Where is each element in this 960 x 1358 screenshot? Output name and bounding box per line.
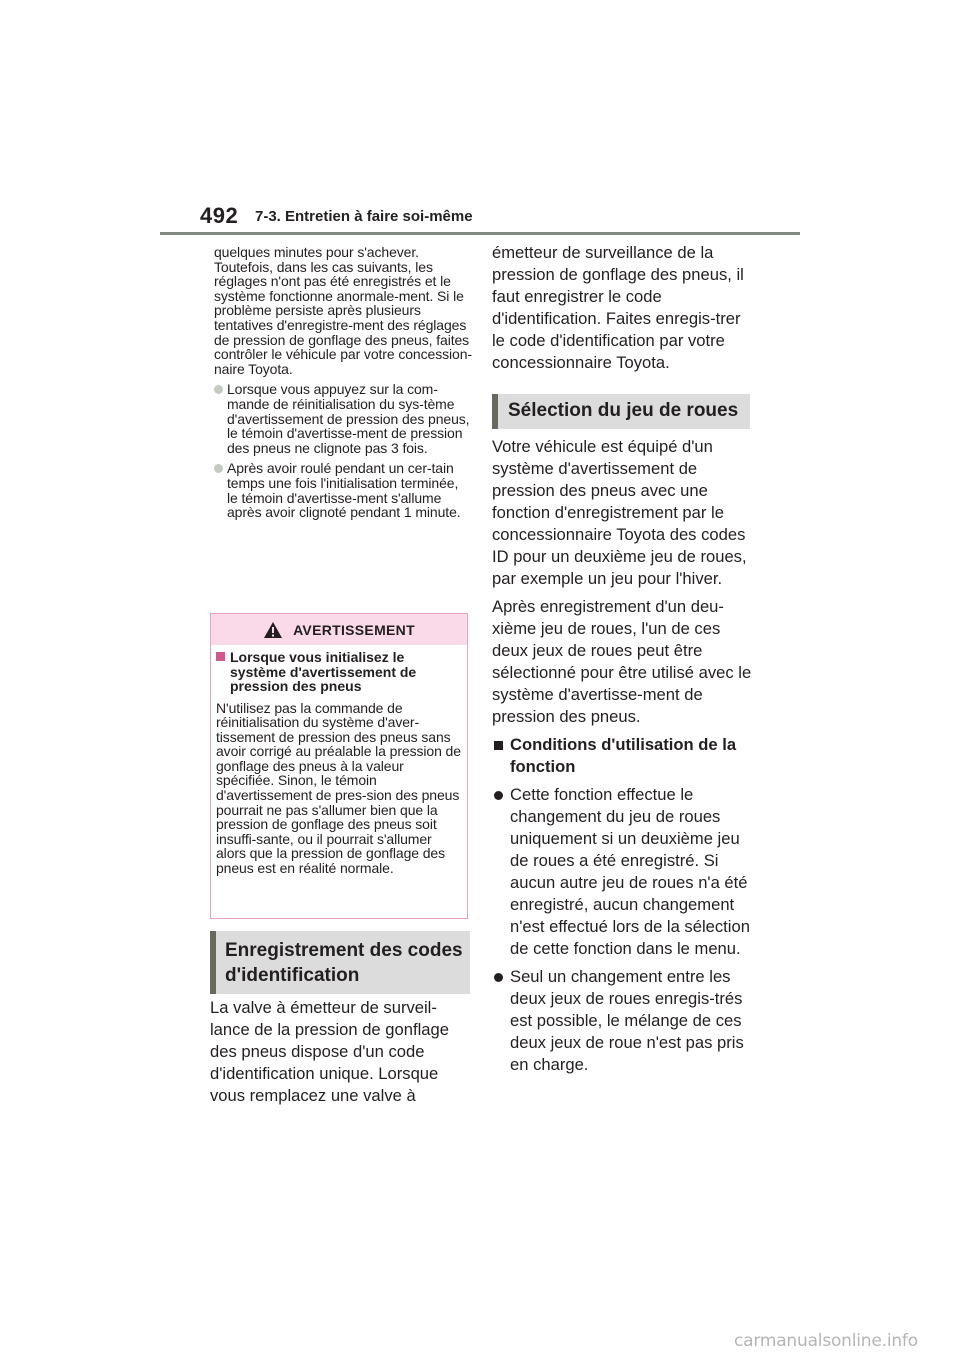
square-bullet-icon (494, 741, 503, 750)
list-item (214, 461, 472, 519)
warning-title: AVERTISSEMENT (293, 621, 415, 638)
left-intro-text: quelques minutes pour s'achever. Toutefois, dans les cas suivants, les réglages n'ont pas été enregistrés et le système fonctionne anormale-ment. Si le problème persiste après plusieurs tentatives d'enregistre-ment des réglages de pression de gonflage des pneus, faites contrôler le véhicule par votre concession-naire Toyota. (214, 244, 472, 377)
bullet-text: Seul un changement entre les deux jeux de roues enregis-trés est possible, le mélange de ces deux jeux de roue n'est pas pris en charge. (510, 967, 744, 1074)
bullet-icon (494, 791, 503, 800)
left-intro-block (214, 245, 472, 520)
warning-box (210, 613, 468, 919)
right-body-block (492, 436, 754, 1076)
warning-header (211, 614, 467, 645)
footer-watermark: carmanualsonline.info (734, 1331, 918, 1351)
warning-text: N'utilisez pas la commande de réinitialisation du système d'aver-tissement de pression des pneus sans avoir corrigé au préalable la pression de gonflage des pneus à la valeur spécifiée. Sinon, le témoin d'avertissement de pres-sion des pneus pourrait ne pas s'allumer bien que la pression de gonflage des pneus soit insuffi-sante, ou il pourrait s'allumer alors que la pression de gonflage des pneus est en réalité normale. (216, 699, 461, 877)
paragraph: Votre véhicule est équipé d'un système d'avertissement de pression des pneus avec une fonction d'enregistrement par le concessionnaire Toyota des codes ID pour un deuxième jeu de roues, par exemple un jeu pour l'hiver. (492, 437, 747, 588)
list-item (492, 784, 754, 960)
paragraph: Après enregistrement d'un deu-xième jeu de roues, l'un de ces deux jeux de roues peut être sélectionné pour être utilisé avec le système d'avertisse-ment de pression des pneus. (492, 597, 752, 726)
bullet-icon (214, 464, 223, 473)
page-number: 492 (200, 203, 239, 228)
warning-subtitle (216, 650, 461, 694)
right-continuation-text: émetteur de surveillance de la pression de gonflage des pneus, il faut enregistrer le code d'identification. Faites enregis-trer le code d'identification par votre concessionnaire Toyota. (492, 243, 744, 372)
section-title: 7-3. Entretien à faire soi-même (255, 208, 473, 225)
heading-wheel-set: Sélection du jeu de roues (492, 394, 750, 429)
conditions-subheading (492, 734, 754, 778)
square-bullet-icon (216, 652, 225, 661)
subheading-text: Conditions d'utilisation de la fonction (510, 735, 737, 776)
header-rule (160, 232, 800, 235)
bullet-text: Cette fonction effectue le changement du jeu de roues uniquement si un deuxième jeu de roues a été enregistré. Si aucun autre jeu de roues n'a été enregistré, aucun changement n'est effectué lors de la sélection de cette fonction dans le menu. (510, 785, 750, 958)
bullet-text: Lorsque vous appuyez sur la com-mande de réinitialisation du sys-tème d'avertissement de pression des pneus, le témoin d'avertisse-ment de pression des pneus ne clignote pas 3 fois. (227, 381, 470, 456)
list-item (214, 382, 472, 455)
warning-subtitle-text: Lorsque vous initialisez le système d'avertissement de pression des pneus (230, 649, 417, 694)
warning-triangle-icon (263, 621, 283, 639)
list-item (492, 966, 754, 1076)
heading-id-codes: Enregistrement des codes d'identification (210, 931, 470, 994)
bullet-icon (494, 973, 503, 982)
bullet-text: Après avoir roulé pendant un cer-tain temps une fois l'initialisation terminée, le témoin d'avertisse-ment s'allume après avoir clignoté pendant 1 minute. (227, 460, 461, 521)
bullet-icon (214, 385, 223, 394)
left-body-text: La valve à émetteur de surveil-lance de la pression de gonflage des pneus dispose d'un code d'identification unique. Lorsque vous remplacez une valve à (210, 998, 449, 1105)
